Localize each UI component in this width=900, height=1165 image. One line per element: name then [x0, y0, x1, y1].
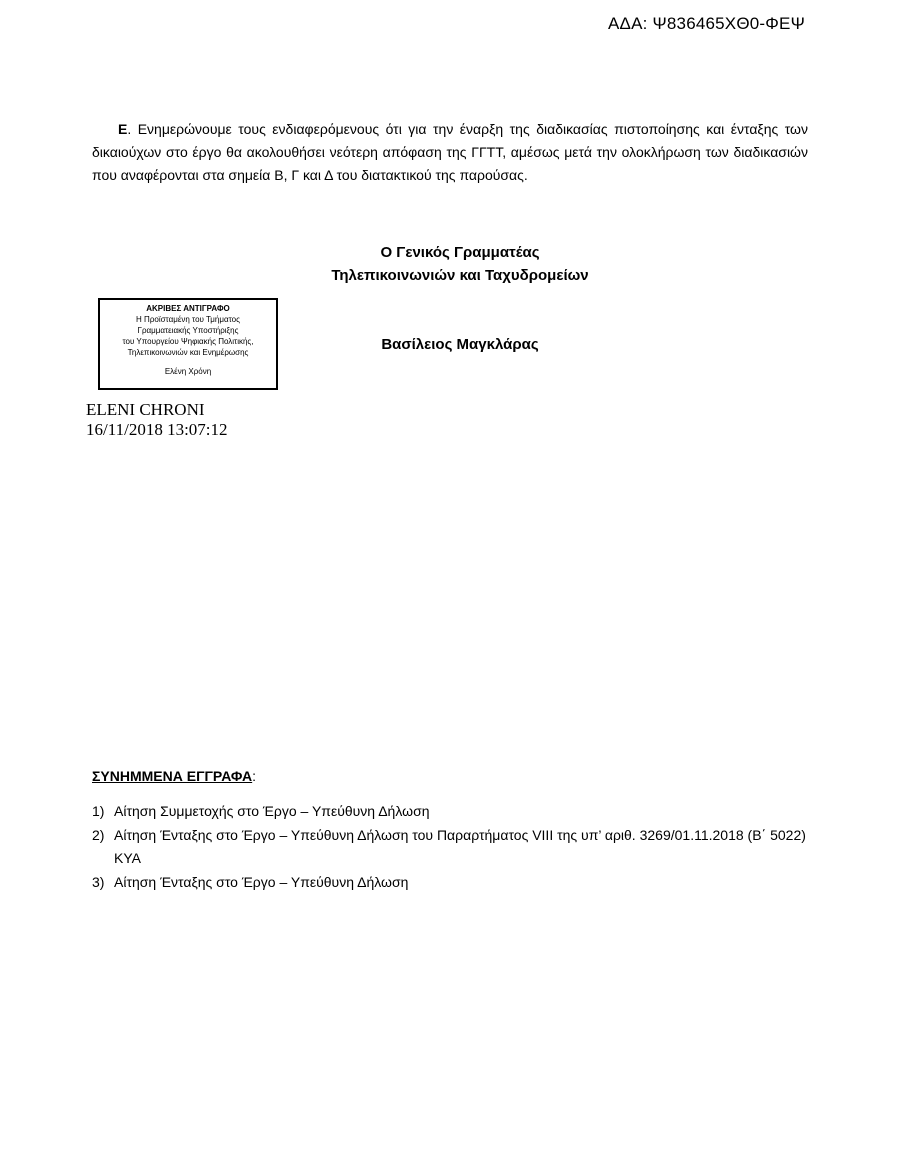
- list-item: [92, 800, 812, 823]
- digital-signature-datetime: 16/11/2018 13:07:12: [86, 420, 228, 439]
- ada-code: ΑΔΑ: Ψ836465ΧΘ0-ΦΕΨ: [608, 14, 805, 33]
- list-item-number: 3): [92, 874, 105, 890]
- attachments-colon: :: [252, 768, 257, 784]
- list-item: [92, 871, 812, 894]
- signatory-title-line-1: Ο Γενικός Γραμματέας: [380, 244, 540, 261]
- list-item-number: 2): [92, 827, 105, 843]
- attachments-heading: [92, 768, 256, 784]
- digital-signature: [86, 400, 228, 440]
- stamp-heading: ΑΚΡΙΒΕΣ ΑΝΤΙΓΡΑΦΟ: [146, 304, 230, 313]
- list-item-number: 1): [92, 803, 105, 819]
- signatory-name: Βασίλειος Μαγκλάρας: [381, 336, 539, 353]
- digital-signature-name: ELENI CHRONI: [86, 400, 205, 419]
- stamp-signer: Ελένη Χρόνη: [164, 367, 212, 376]
- stamp-body: Η Προϊσταμένη του Τμήματος Γραμματειακής Υποστήριξης του Υπουργείου Ψηφιακής Πολιτικής, Τηλεπικοινωνιών και Ενημέρωσης: [122, 315, 254, 357]
- attachments-title: ΣΥΝΗΜΜΕΝΑ ΕΓΓΡΑΦΑ: [92, 768, 253, 784]
- list-item-text: Αίτηση Ένταξης στο Έργο – Υπεύθυνη Δήλωση του Παραρτήματος VIII της υπ’ αριθ. 3269/01.11.2018 (Β΄ 5022) ΚΥΑ: [114, 827, 806, 866]
- signatory-title-line-2: Τηλεπικοινωνιών και Ταχυδρομείων: [331, 267, 589, 284]
- list-item-text: Αίτηση Συμμετοχής στο Έργο – Υπεύθυνη Δήλωση: [114, 803, 430, 819]
- paragraph-e: [92, 118, 808, 187]
- paragraph-e-label: Ε: [118, 121, 128, 137]
- list-item-text: Αίτηση Ένταξης στο Έργο – Υπεύθυνη Δήλωση: [114, 874, 409, 890]
- attachments-list: [92, 800, 812, 895]
- true-copy-stamp: [98, 298, 278, 390]
- signatory-title: [260, 241, 660, 287]
- paragraph-e-text: . Ενημερώνουμε τους ενδιαφερόμενους ότι για την έναρξη της διαδικασίας πιστοποίησης και ένταξης των δικαιούχων στο έργο θα ακολουθήσει νεότερη απόφαση της ΓΓΤΤ, αμέσως μετά την ολοκλήρωση των διαδικασιών που αναφέρονται στα σημεία Β, Γ και Δ του διατακτικού της παρούσας.: [92, 121, 808, 183]
- list-item: [92, 824, 812, 870]
